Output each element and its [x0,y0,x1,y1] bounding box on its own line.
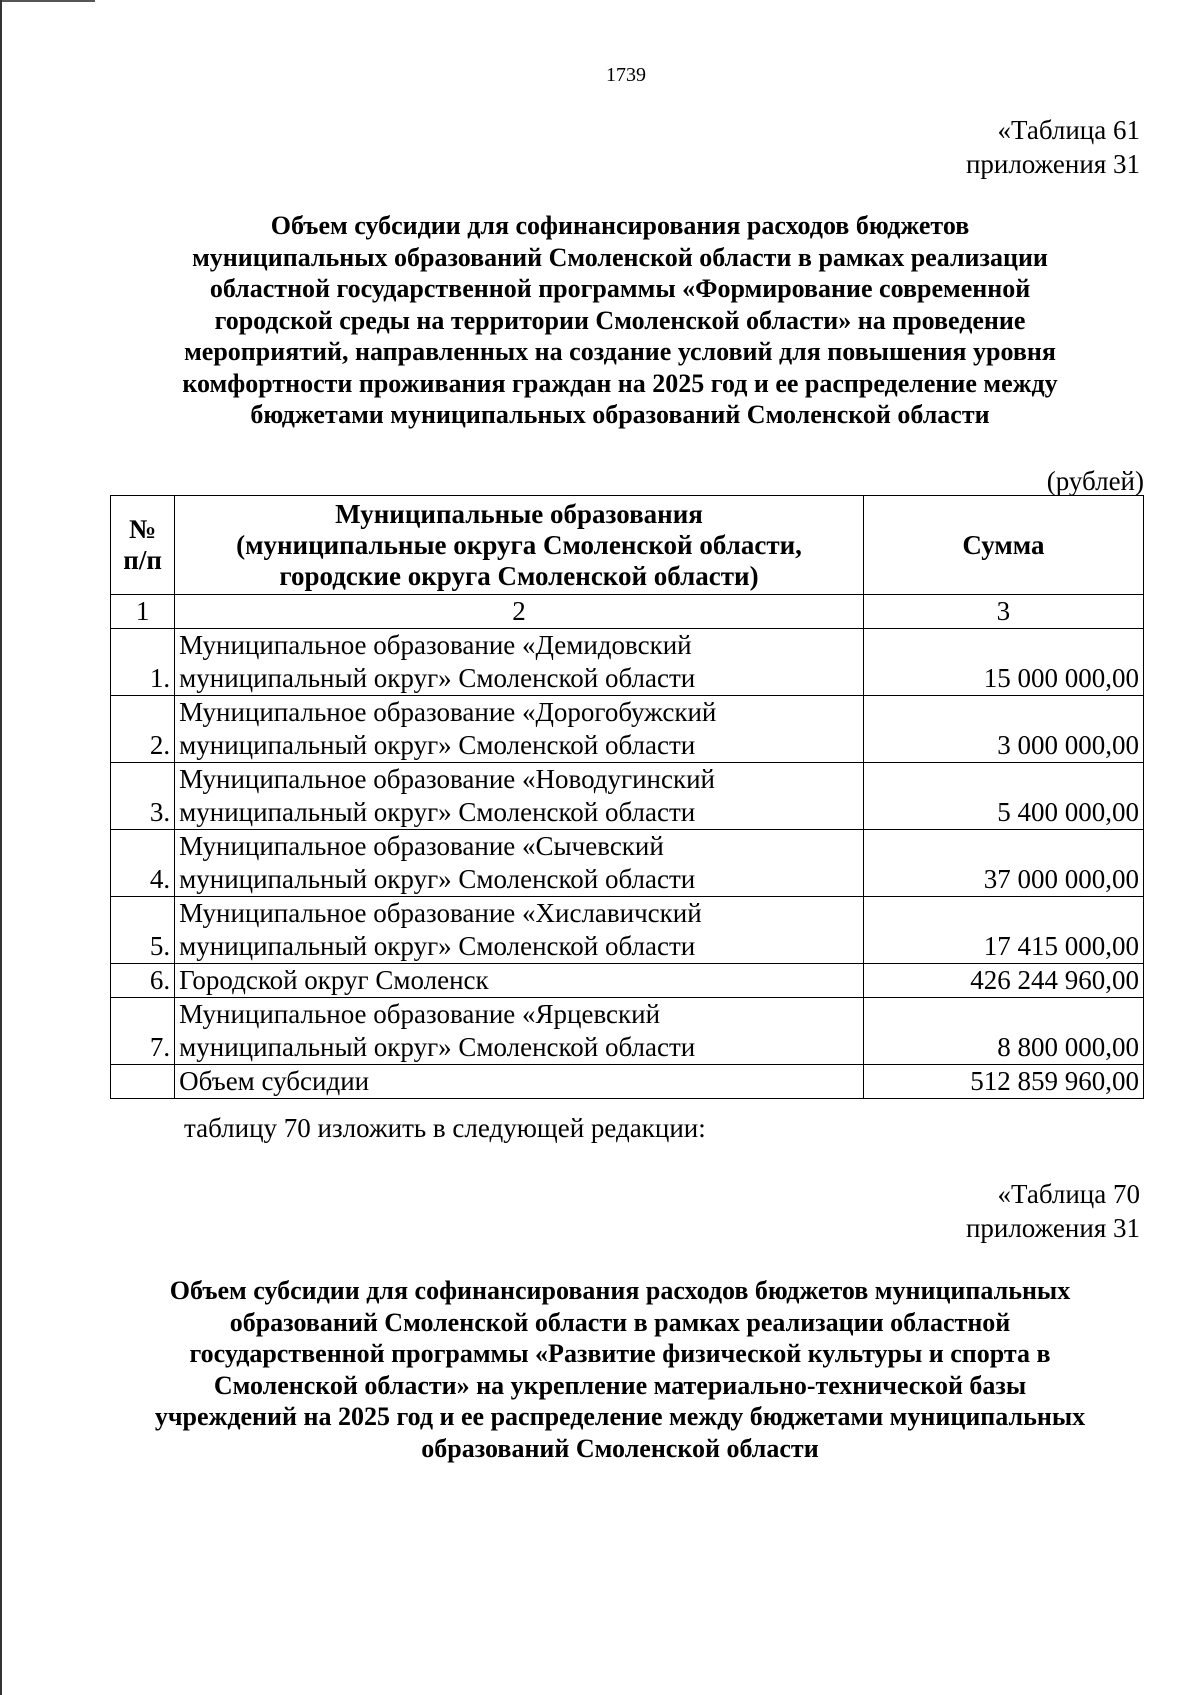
header-num-line: п/п [123,545,162,575]
table70-reference-line2: приложения 31 [965,1213,1140,1243]
index-cell: 1 [111,595,175,629]
row-number: 4. [111,830,175,897]
total-label: Объем субсидии [175,1065,864,1099]
table61-reference [966,113,1140,181]
table61-title-line: комфортности проживания граждан на 2025 год и ее распределение между [182,368,1058,398]
row-sum: 8 800 000,00 [863,998,1143,1065]
table70-title-line: учреждений на 2025 год и ее распределение между бюджетами муниципальных [154,1402,1086,1431]
header-name-line: Муниципальные образования [335,498,703,529]
row-number: 7. [111,998,175,1065]
amendment-text: таблицу 70 изложить в следующей редакции: [184,1113,706,1143]
row-name [175,763,864,830]
table61-title-line: областной государственной программы «Формирование современной [209,274,1031,303]
row-number: 3. [111,763,175,830]
row-name [175,964,864,998]
table70-title-line: образований Смоленской области [421,1433,819,1463]
row-name-line: Муниципальное образование «Сычевский [179,831,664,861]
subsidy-table [110,495,1144,1099]
row-number: 2. [111,696,175,763]
row-name-line: муниципальный округ» Смоленской области [179,730,696,760]
row-sum: 5 400 000,00 [863,763,1143,830]
row-sum: 17 415 000,00 [863,897,1143,964]
row-name [175,696,864,763]
header-name [175,496,864,595]
table-header-row [111,496,1144,595]
row-name-line: муниципальный округ» Смоленской области [179,931,696,961]
index-row [111,595,1144,629]
header-num [111,496,175,595]
header-sum: Сумма [863,496,1143,595]
table61-reference-line2: приложения 31 [965,149,1140,179]
row-name-line: Городской округ Смоленск [179,965,489,995]
row-sum: 37 000 000,00 [863,830,1143,897]
table70-reference [966,1177,1140,1245]
table-row [111,629,1144,696]
table70-title-line: Смоленской области» на укрепление материально-технической базы [213,1370,1027,1400]
total-sum: 512 859 960,00 [863,1065,1143,1099]
table61-title-line: городской среды на территории Смоленской области» на проведение [214,305,1026,335]
row-name [175,830,864,897]
scan-edge-top [0,0,95,2]
table70-title-line: государственной программы «Развитие физической культуры и спорта в [189,1339,1051,1368]
row-name-line: муниципальный округ» Смоленской области [179,797,696,827]
row-name-line: Муниципальное образование «Ярцевский [179,999,661,1029]
table70-title-line: Объем субсидии для софинансирования расходов бюджетов муниципальных [169,1276,1071,1305]
row-name-line: Муниципальное образование «Демидовский [179,630,692,660]
table61-title-line: Объем субсидии для софинансирования расходов бюджетов [270,211,970,240]
table-row [111,763,1144,830]
row-number: 1. [111,629,175,696]
index-cell: 3 [863,595,1143,629]
total-number [111,1065,175,1099]
row-name-line: муниципальный округ» Смоленской области [179,864,696,894]
header-name-line: городские округа Смоленской области) [279,560,759,591]
row-name-line: Муниципальное образование «Хиславичский [179,898,702,928]
row-name-line: муниципальный округ» Смоленской области [179,1032,696,1062]
row-name [175,998,864,1065]
row-number: 6. [111,964,175,998]
page-number: 1739 [606,64,646,86]
row-name-line: муниципальный округ» Смоленской области [179,663,696,693]
header-name-line: (муниципальные округа Смоленской области, [236,529,802,560]
table-row [111,696,1144,763]
units-label: (рублей) [1046,466,1144,496]
table-row [111,830,1144,897]
row-sum: 3 000 000,00 [863,696,1143,763]
row-name-line: Муниципальное образование «Новодугинский [179,764,716,794]
table70-reference-line1: «Таблица 70 [997,1179,1140,1209]
table-row [111,897,1144,964]
table61-title-line: мероприятий, направленных на создание условий для повышения уровня [184,337,1056,366]
total-row [111,1065,1144,1099]
table61-title-line: муниципальных образований Смоленской области в рамках реализации [192,242,1048,272]
table-row [111,964,1144,998]
row-sum: 426 244 960,00 [863,964,1143,998]
table61-title-line: бюджетами муниципальных образований Смоленской области [250,400,990,429]
table70-title [70,1275,1170,1464]
row-name [175,897,864,964]
row-name-line: Муниципальное образование «Дорогобужский [179,697,717,727]
index-cell: 2 [175,595,864,629]
header-num-line: № [129,514,157,544]
table70-title-line: образований Смоленской области в рамках реализации областной [229,1307,1011,1337]
row-number: 5. [111,897,175,964]
scan-edge-left [0,0,2,1695]
table61-title [100,210,1140,431]
table-row [111,998,1144,1065]
row-name [175,629,864,696]
table61-reference-line1: «Таблица 61 [997,115,1140,145]
row-sum: 15 000 000,00 [863,629,1143,696]
